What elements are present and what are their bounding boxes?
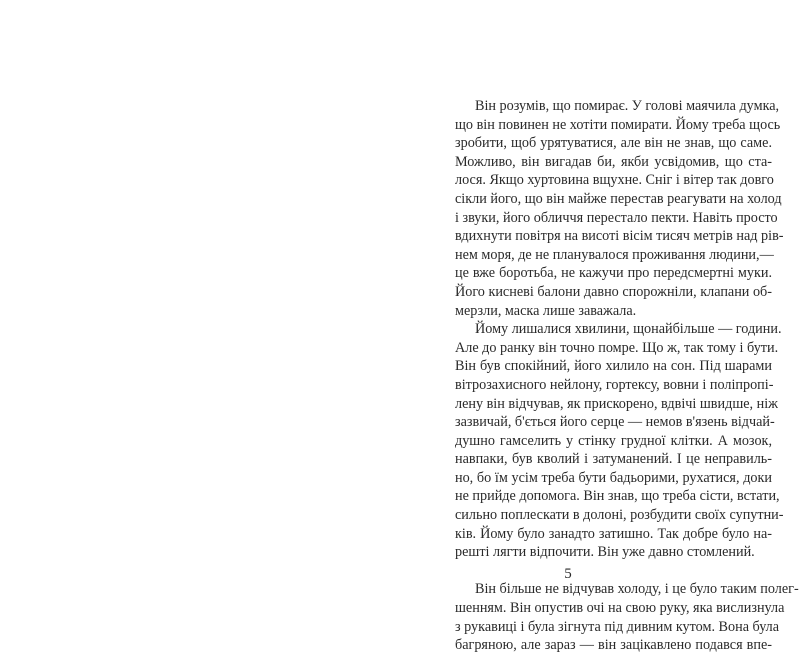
text-line: вдихнути повітря на висоті вісім тисяч метрів над рів-	[455, 228, 784, 245]
text-line: що він повинен не хотіти помирати. Йому треба щось	[455, 116, 781, 133]
text-line: сильно поплескати в долоні, розбудити своїх супутни-	[455, 507, 784, 524]
text-line: нем моря, де не планувалося проживання людини,—	[455, 246, 774, 263]
text-line: Він розумів, що помирає. У голові маячила думка,	[475, 98, 780, 114]
page-number: 5	[564, 566, 572, 582]
text-line: вітрозахисного нейлону, гортексу, вовни і поліпропі-	[455, 376, 774, 393]
text-line: ків. Йому було занадто затишно. Так добре було на-	[455, 525, 772, 542]
text-line: но, бо їм усім треба бути бадьорими, рухатися, доки	[455, 469, 772, 486]
text-line: Можливо, він вигадав би, якби усвідомив, що ста-	[455, 153, 772, 170]
text-line: лену він відчував, як прискорено, вдвічі швидше, ніж	[455, 395, 778, 412]
text-line: навпаки, був кволий і затуманений. І це неправиль-	[455, 451, 772, 468]
section-gap	[455, 562, 772, 581]
text-line: не прийде допомога. Він знав, що треба сісти, встати,	[455, 488, 780, 505]
text-line: сікли його, що він майже перестав реагувати на холод	[455, 190, 782, 207]
text-line: Але до ранку він точно помре. Що ж, так тому і бути.	[455, 339, 779, 356]
text-line: це вже боротьба, не кажучи про передсмертні муки.	[455, 265, 772, 282]
text-line: шенням. Він опустив очі на свою руку, яка вислизнула	[455, 600, 785, 617]
text-line: зазвичай, б'ється його серце — немов в'язень відчай-	[455, 414, 775, 431]
text-line: Він був спокійний, його хилило на сон. Під шарами	[455, 358, 772, 375]
text-line: Він більше не відчував холоду, і це було таким полег-	[475, 581, 799, 598]
text-line: решті лягти відпочити. Він уже давно стомлений.	[455, 544, 755, 561]
text-line: мерзли, маска лише заважала.	[455, 302, 637, 319]
body-text	[455, 97, 799, 655]
text-line: душно гамселить у стінку грудної клітки. А мозок,	[455, 432, 772, 449]
text-line: з рукавиці і була зігнута під дивним кутом. Вона була	[455, 618, 780, 635]
text-line: Йому лишалися хвилини, щонайбільше — години.	[475, 321, 782, 338]
text-line: багряною, але зараз — він зацікавлено подався впе-	[455, 637, 772, 654]
text-line: лося. Якщо хуртовина вщухне. Сніг і вітер так довго	[455, 172, 774, 189]
text-line: зробити, щоб урятуватися, але він не знав, що саме.	[455, 135, 772, 152]
text-line: і звуки, його обличчя перестало пекти. Навіть просто	[455, 209, 778, 226]
text-line: Його кисневі балони давно спорожніли, клапани об-	[455, 283, 772, 300]
